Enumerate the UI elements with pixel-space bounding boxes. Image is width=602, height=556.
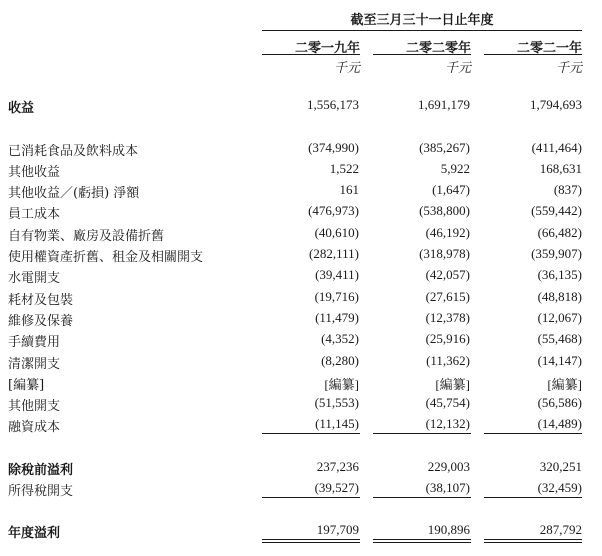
total-double-rule-top-2 [373, 539, 471, 540]
row-value: (39,411) [315, 267, 359, 282]
row-value: 197,709 [316, 522, 359, 537]
row-value: 168,631 [539, 161, 582, 176]
row-value: (32,459) [537, 480, 582, 495]
row-label: 耗材及包裝 [8, 293, 74, 308]
subtotal-rule-1 [262, 497, 360, 498]
row-value: (39,527) [314, 480, 359, 495]
row-value: (42,057) [425, 267, 470, 282]
row-value: (48,818) [537, 289, 582, 304]
row-label: 收益 [8, 101, 35, 116]
row-value: 1,522 [329, 161, 359, 176]
row-value: (8,280) [321, 353, 359, 368]
column-header-underline-2021 [484, 54, 582, 55]
row-label: 使用權資產折舊、租金及相關開支 [8, 250, 204, 265]
row-label: 年度溢利 [8, 526, 61, 541]
subtotal-rule-2 [373, 497, 471, 498]
row-value: (45,754) [425, 395, 470, 410]
row-value: (11,145) [315, 416, 359, 431]
row-label: 所得稅開支 [8, 484, 74, 499]
row-value: (318,978) [419, 246, 470, 261]
table-row [0, 246, 602, 267]
unit-label-2021: 千元 [555, 61, 582, 76]
row-value: (374,990) [308, 140, 359, 155]
row-value: (14,147) [537, 353, 582, 368]
total-double-rule-top-1 [262, 539, 360, 540]
row-label: 員工成本 [8, 207, 61, 222]
row-label: 除稅前溢利 [8, 463, 74, 478]
row-value: (40,610) [314, 225, 359, 240]
table-row [0, 182, 602, 203]
table-row [0, 395, 602, 416]
total-double-rule-bottom-3 [484, 542, 582, 543]
column-header-underline-2020 [373, 54, 471, 55]
row-label: 已消耗食品及飲料成本 [8, 144, 139, 159]
column-header-2020: 二零二零年 [405, 41, 471, 56]
row-value: (51,553) [314, 395, 359, 410]
row-value: 161 [339, 182, 359, 197]
table-row [0, 310, 602, 331]
row-value: (66,482) [537, 225, 582, 240]
row-value: (25,916) [425, 331, 470, 346]
row-value: (385,267) [419, 140, 470, 155]
period-header: 截至三月三十一日止年度 [350, 13, 494, 28]
row-value: (837) [553, 182, 582, 197]
row-value: [編纂] [435, 377, 470, 392]
row-value: (12,067) [537, 310, 582, 325]
row-value: 190,896 [427, 522, 470, 537]
row-label: 融資成本 [8, 420, 61, 435]
table-row [0, 140, 602, 161]
row-value: (282,111) [309, 246, 359, 261]
row-value: (36,135) [537, 267, 582, 282]
column-header-2021: 二零二一年 [516, 41, 582, 56]
total-double-rule-bottom-2 [373, 542, 471, 543]
row-value: (1,647) [432, 182, 470, 197]
row-value: (11,479) [315, 310, 359, 325]
subtotal-rule-3 [484, 433, 582, 434]
row-label: 手續費用 [8, 335, 61, 350]
table-row [0, 353, 602, 374]
row-value: 237,236 [316, 459, 359, 474]
row-value: (27,615) [425, 289, 470, 304]
row-value: (559,442) [531, 203, 582, 218]
total-double-rule-bottom-1 [262, 542, 360, 543]
row-value: (11,362) [426, 353, 470, 368]
subtotal-rule-2 [373, 433, 471, 434]
table-row [0, 289, 602, 310]
row-value: 287,792 [539, 522, 582, 537]
total-double-rule-top-3 [484, 539, 582, 540]
row-value: 5,922 [440, 161, 470, 176]
row-label: 水電開支 [8, 271, 61, 286]
row-value: [編纂] [324, 377, 359, 392]
table-row [0, 97, 602, 118]
row-value: (55,468) [537, 331, 582, 346]
unit-label-2020: 千元 [444, 61, 471, 76]
row-value: (411,464) [531, 140, 582, 155]
row-label: 清潔開支 [8, 357, 61, 372]
table-row [0, 374, 602, 395]
row-label: 自有物業、廠房及設備折舊 [8, 229, 165, 244]
subtotal-rule-3 [484, 497, 582, 498]
row-value: 1,691,179 [418, 97, 470, 112]
row-value: (12,132) [425, 416, 470, 431]
row-value: 229,003 [427, 459, 470, 474]
row-value: (359,907) [531, 246, 582, 261]
row-value: (476,973) [308, 203, 359, 218]
period-header-underline [262, 30, 582, 31]
row-value: 1,556,173 [307, 97, 359, 112]
row-value: [編纂] [547, 377, 582, 392]
row-value: (4,352) [321, 331, 359, 346]
row-label: [編纂] [8, 378, 45, 393]
row-value: 320,251 [539, 459, 582, 474]
row-label: 其他收益／(虧損) 淨額 [8, 186, 140, 201]
row-value: (38,107) [425, 480, 470, 495]
table-row [0, 267, 602, 288]
table-row [0, 225, 602, 246]
table-row [0, 331, 602, 352]
table-row [0, 161, 602, 182]
unit-label-2019: 千元 [333, 61, 360, 76]
row-label: 其他收益 [8, 165, 61, 180]
row-value: (12,378) [425, 310, 470, 325]
table-row [0, 203, 602, 224]
row-label: 維修及保養 [8, 314, 74, 329]
row-value: (19,716) [314, 289, 359, 304]
row-value: (14,489) [537, 416, 582, 431]
column-header-2019: 二零一九年 [294, 41, 360, 56]
row-value: (538,800) [419, 203, 470, 218]
row-value: (56,586) [537, 395, 582, 410]
row-value: 1,794,693 [530, 97, 582, 112]
row-label: 其他開支 [8, 399, 61, 414]
row-value: (46,192) [425, 225, 470, 240]
subtotal-rule-1 [262, 433, 360, 434]
table-row [0, 459, 602, 480]
column-header-underline-2019 [262, 54, 360, 55]
